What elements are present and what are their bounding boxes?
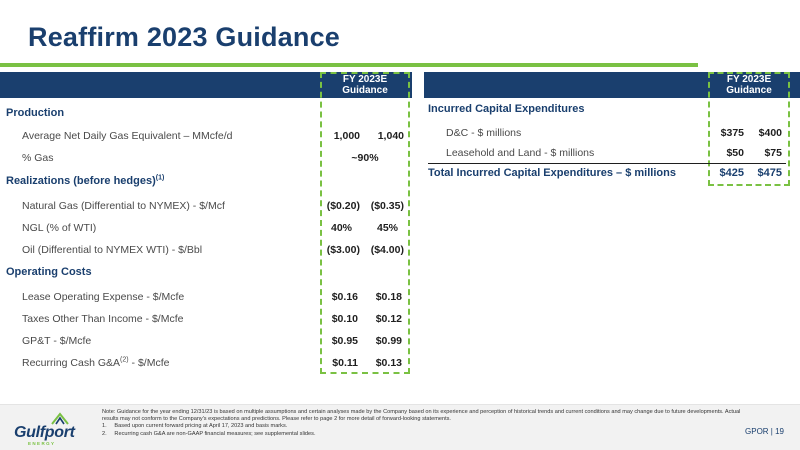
section-realizations	[0, 172, 412, 190]
low-value: 40%	[330, 222, 352, 234]
high-value: $0.13	[375, 357, 402, 369]
row-label: Average Net Daily Gas Equivalent – MMcfe/d	[22, 130, 233, 142]
row-label: Leasehold and Land - $ millions	[446, 147, 595, 159]
table-row	[0, 310, 412, 328]
table-row	[0, 197, 412, 215]
row-label: % Gas	[22, 152, 54, 164]
table-row	[0, 149, 412, 167]
high-value: $400	[758, 127, 782, 139]
high-value: ($0.35)	[370, 200, 404, 212]
footnote-2: 2. Recurring cash G&A are non-GAAP financial measures; see supplemental slides.	[102, 430, 316, 437]
table-row	[424, 144, 800, 162]
logo-text: Gulfport	[14, 424, 75, 441]
total-row	[424, 164, 800, 182]
gulfport-logo	[14, 412, 74, 446]
total-low-value: $425	[719, 167, 744, 179]
high-value: 1,040	[377, 130, 404, 142]
table-row	[424, 124, 800, 142]
high-value: ($4.00)	[370, 244, 404, 256]
logo-subtext: ENERGY	[28, 441, 56, 446]
section-title: Operating Costs	[6, 266, 92, 278]
low-value: ($0.20)	[326, 200, 360, 212]
section-title: Realizations (before hedges)$^{(1)}$	[6, 174, 165, 187]
low-value: $0.95	[331, 335, 358, 347]
footnote-ref: (2)	[120, 356, 129, 364]
row-label: NGL (% of WTI)	[22, 222, 97, 234]
low-value: $0.16	[331, 291, 358, 303]
footnotes	[102, 409, 742, 438]
single-value: ~90%	[351, 152, 379, 164]
high-value: $0.18	[375, 291, 402, 303]
total-label: Total Incurred Capital Expenditures – $ millions	[428, 167, 676, 179]
title-rule	[0, 63, 698, 67]
total-high-value: $475	[757, 167, 782, 179]
fy-2023e-guidance-header: FY 2023E Guidance	[342, 74, 388, 96]
table-row	[0, 127, 412, 145]
section-operating-costs	[0, 263, 412, 281]
section-title: Production	[6, 107, 65, 119]
row-label: Natural Gas (Differential to NYMEX) - $/Mcf	[22, 200, 225, 212]
table-row	[0, 288, 412, 306]
high-value: 45%	[376, 222, 398, 234]
table-row	[0, 354, 412, 372]
row-label: Taxes Other Than Income - $/Mcfe	[22, 313, 184, 325]
section-production	[0, 104, 412, 122]
row-label: D&C - $ millions	[446, 127, 522, 139]
high-value: $75	[764, 147, 782, 159]
section-title: Incurred Capital Expenditures	[428, 103, 585, 115]
footnote-ref: (1)	[155, 174, 165, 182]
guidance-note: Note: Guidance for the year ending 12/31/23 is based on multiple assumptions and certain analyses made by the Company based on its experience and perception of historical trends and current conditions and may change due to future developments. Actual results may not conform to the Company's expectations and predictions. Please refer to page 2 for more detail of forward-looking statements.	[102, 409, 741, 423]
table-row	[0, 241, 412, 259]
row-label: GP&T - $/Mcfe	[22, 335, 92, 347]
section-capex	[424, 100, 800, 118]
row-label: Oil (Differential to NYMEX WTI) - $/Bbl	[22, 244, 203, 256]
low-value: $0.11	[332, 357, 358, 369]
low-value: $375	[720, 127, 744, 139]
row-label: Lease Operating Expense - $/Mcfe	[22, 291, 185, 303]
low-value: 1,000	[333, 130, 360, 142]
low-value: ($3.00)	[326, 244, 360, 256]
footnote-1: 1. Based upon current forward pricing at April 17, 2023 and basis marks.	[102, 423, 288, 430]
high-value: $0.12	[375, 313, 402, 325]
page-title: Reaffirm 2023 Guidance	[28, 22, 341, 52]
low-value: $50	[726, 147, 744, 159]
low-value: $0.10	[331, 313, 358, 325]
table-row	[0, 219, 412, 237]
fy-2023e-guidance-header: FY 2023E Guidance	[726, 74, 772, 96]
page-number: GPOR | 19	[745, 427, 784, 436]
row-label: Recurring Cash $G\&A^{(2)}$ - $/Mcfe	[22, 356, 170, 369]
high-value: $0.99	[375, 335, 402, 347]
table-row	[0, 332, 412, 350]
